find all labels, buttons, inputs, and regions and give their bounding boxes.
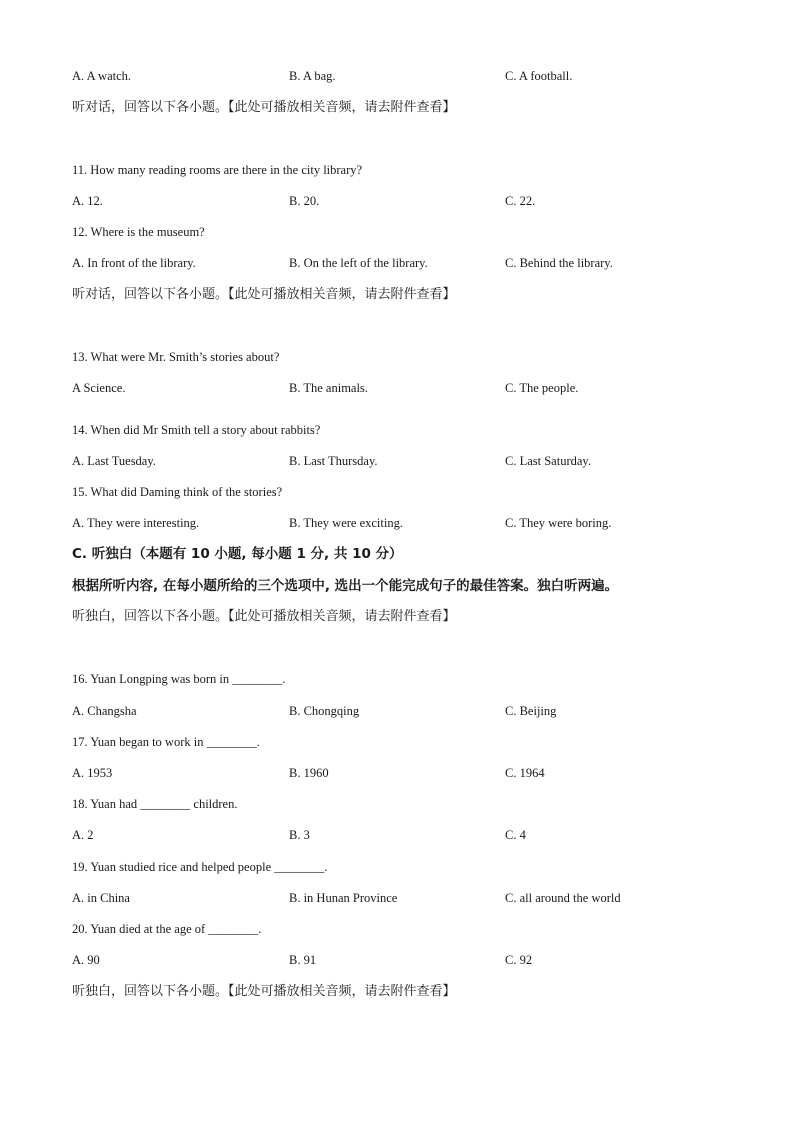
section-c-title: C. 听独白（本题有 10 小题, 每小题 1 分, 共 10 分） [72, 546, 403, 562]
option-c: C. Behind the library. [505, 256, 613, 270]
option-b: B. On the left of the library. [289, 256, 428, 270]
question-20: 20. Yuan died at the age of ________. [72, 922, 262, 936]
option-c: C. all around the world [505, 891, 621, 905]
option-a: A. In front of the library. [72, 256, 196, 270]
question-15: 15. What did Daming think of the stories? [72, 485, 283, 499]
option-b: B. Chongqing [289, 704, 360, 718]
question-13: 13. What were Mr. Smith’s stories about? [72, 350, 280, 364]
audio-instruction: 听对话，回答以下各小题。【此处可播放相关音频，请去附件查看】 [72, 100, 456, 115]
option-a: A. 2 [72, 828, 94, 842]
option-c: C. A football. [505, 69, 573, 83]
question-12: 12. Where is the museum? [72, 225, 205, 239]
question-18: 18. Yuan had ________ children. [72, 797, 238, 811]
option-a: A. in China [72, 891, 130, 905]
option-b: B. in Hunan Province [289, 891, 398, 905]
option-a: A. A watch. [72, 69, 132, 83]
option-c: C. 4 [505, 828, 526, 842]
option-b: B. 20. [289, 194, 320, 208]
option-b: B. The animals. [289, 381, 368, 395]
option-a: A Science. [72, 381, 126, 395]
option-c: C. 22. [505, 194, 536, 208]
option-b: B. A bag. [289, 69, 336, 83]
option-c: C. The people. [505, 381, 579, 395]
question-19: 19. Yuan studied rice and helped people ________. [72, 860, 328, 874]
audio-instruction: 听独白，回答以下各小题。【此处可播放相关音频，请去附件查看】 [72, 984, 456, 999]
audio-instruction: 听独白，回答以下各小题。【此处可播放相关音频，请去附件查看】 [72, 609, 456, 624]
option-a: A. 1953 [72, 766, 113, 780]
option-b: B. 91 [289, 953, 317, 967]
question-14: 14. When did Mr Smith tell a story about rabbits? [72, 423, 321, 437]
option-a: A. Changsha [72, 704, 137, 718]
option-a: A. Last Tuesday. [72, 454, 156, 468]
section-c-instruction: 根据所听内容, 在每小题所给的三个选项中, 选出一个能完成句子的最佳答案。独白听两遍。 [72, 578, 619, 594]
question-17: 17. Yuan began to work in ________. [72, 735, 260, 749]
audio-instruction: 听对话，回答以下各小题。【此处可播放相关音频，请去附件查看】 [72, 287, 456, 302]
question-11: 11. How many reading rooms are there in the city library? [72, 163, 363, 177]
question-16: 16. Yuan Longping was born in ________. [72, 672, 286, 686]
option-c: C. Beijing [505, 704, 557, 718]
option-b: B. 1960 [289, 766, 329, 780]
option-b: B. 3 [289, 828, 310, 842]
option-a: A. 12. [72, 194, 103, 208]
option-a: A. They were interesting. [72, 516, 200, 530]
option-b: B. Last Thursday. [289, 454, 378, 468]
option-c: C. Last Saturday. [505, 454, 591, 468]
option-c: C. 92 [505, 953, 533, 967]
option-a: A. 90 [72, 953, 100, 967]
option-c: C. They were boring. [505, 516, 612, 530]
option-b: B. They were exciting. [289, 516, 403, 530]
option-c: C. 1964 [505, 766, 545, 780]
